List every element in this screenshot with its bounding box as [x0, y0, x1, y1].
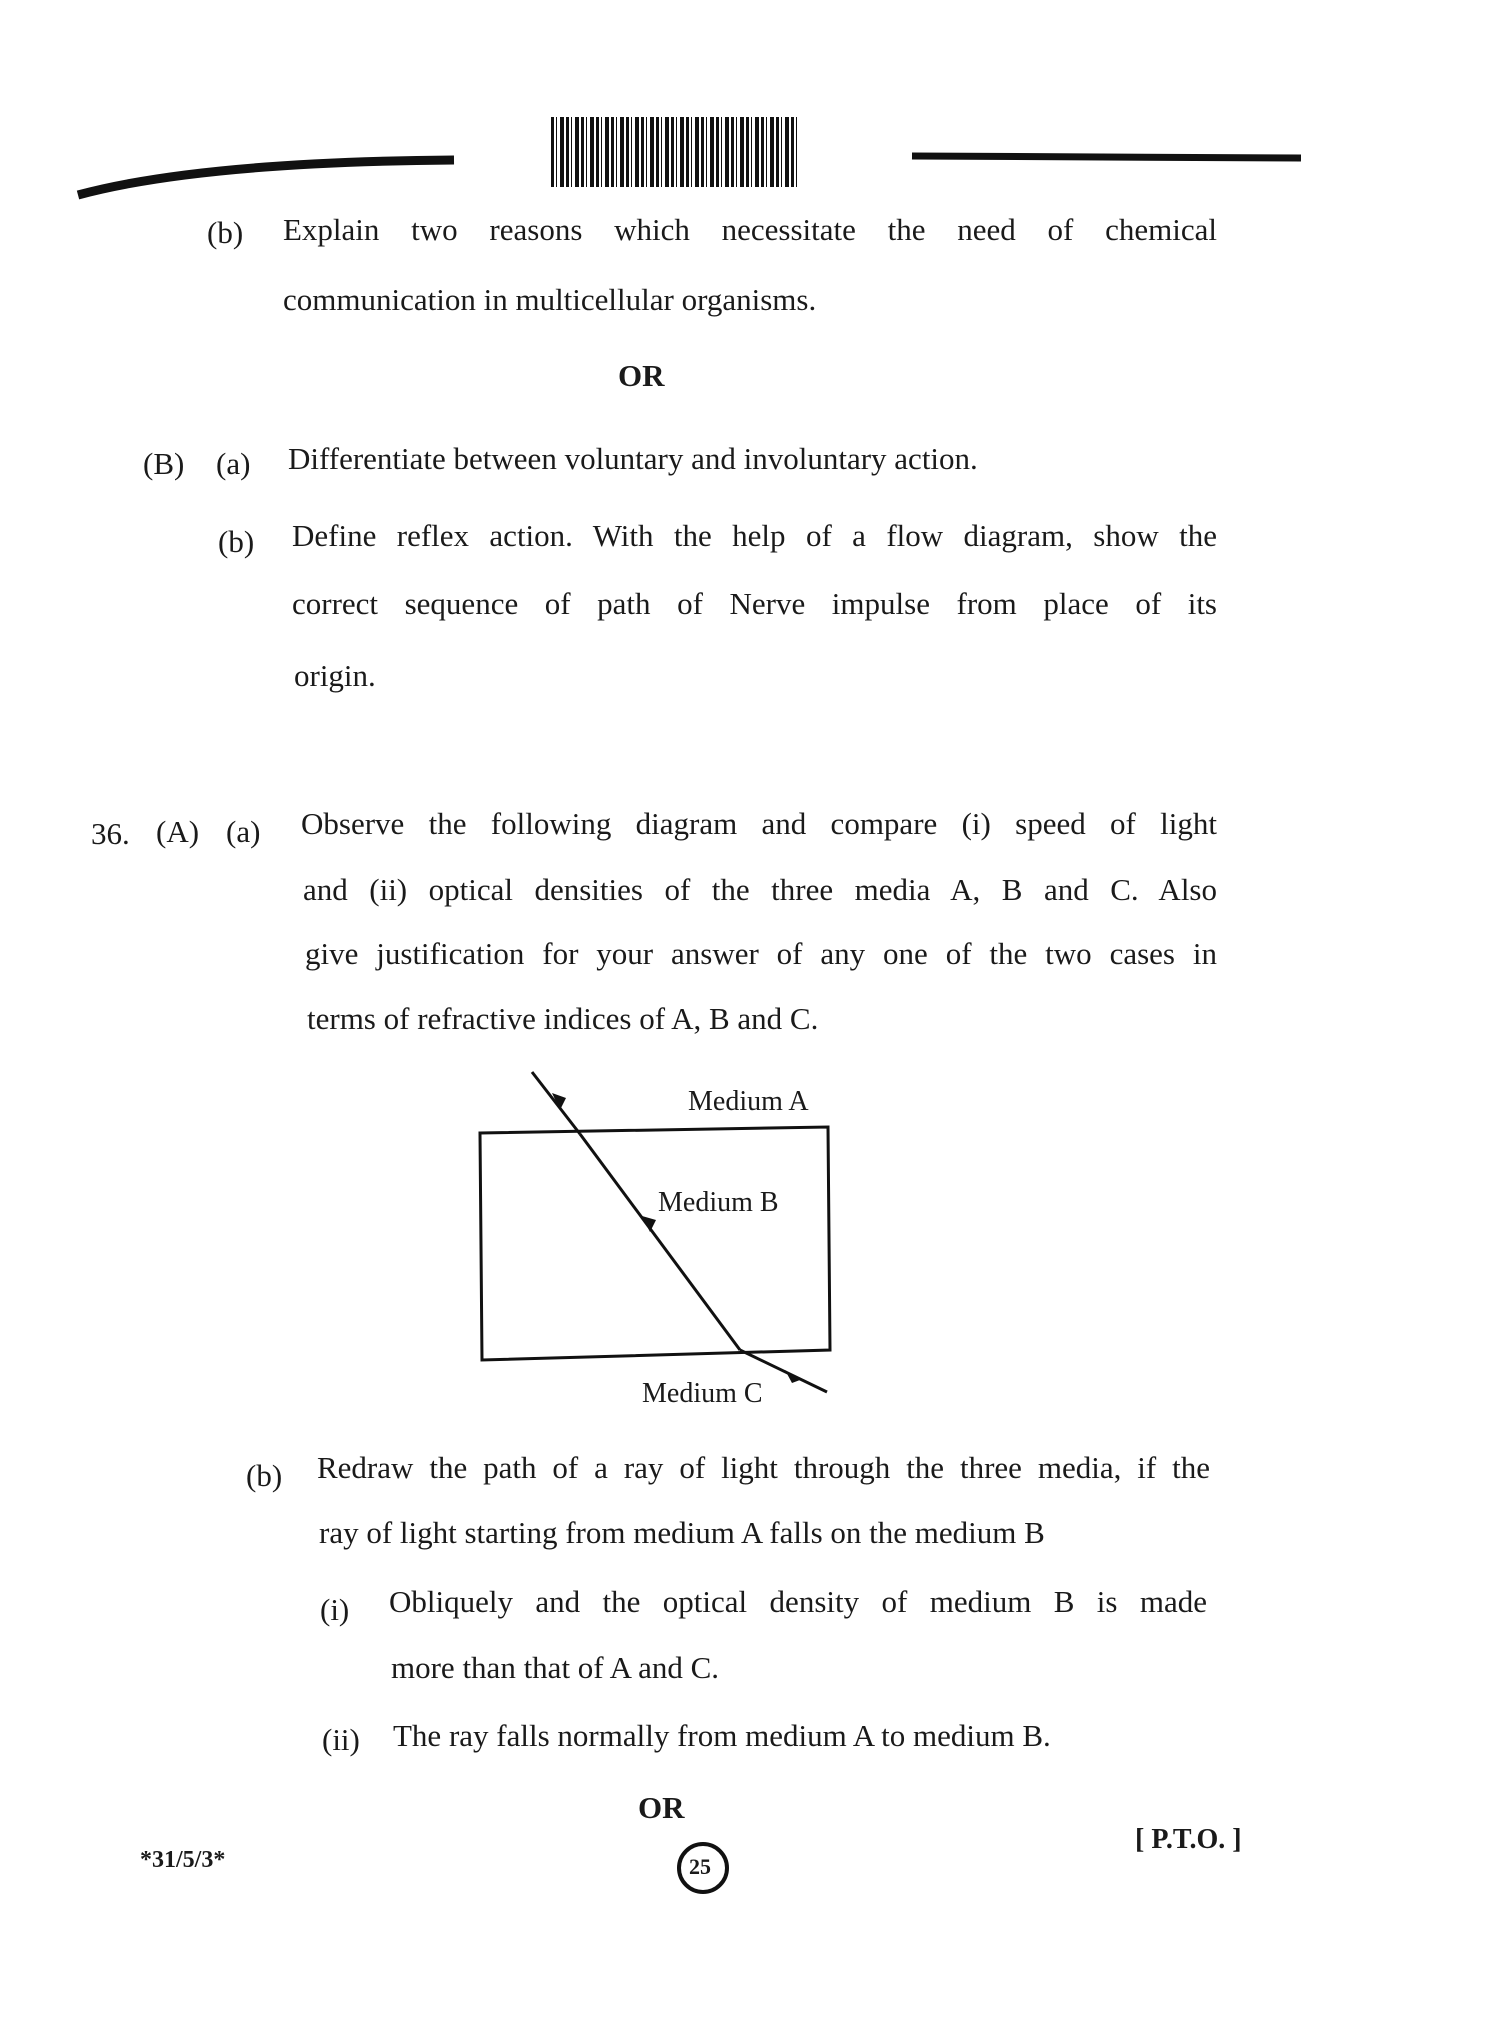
q36b-label: (b) [246, 1458, 283, 1493]
q36b-i-line: more than that of A and C. [391, 1650, 720, 1685]
q35-Bb-line: correct sequence of path of Nerve impulse from place of its [292, 586, 1217, 621]
q36b-ii-label: (ii) [322, 1722, 360, 1757]
q35-Bb-line: Define reflex action. With the help of a flow diagram, show the [292, 518, 1217, 553]
header-rule-left [78, 160, 454, 195]
q36b-line: ray of light starting from medium A falls on the medium B [319, 1515, 1045, 1550]
q36b-ii-text: The ray falls normally from medium A to medium B. [393, 1718, 1051, 1753]
q36a-line: give justification for your answer of any one of the two cases in [305, 936, 1217, 971]
q36-number: 36. [91, 816, 130, 851]
medium-c-label: Medium C [642, 1378, 763, 1409]
q35-Ba-text: Differentiate between voluntary and involuntary action. [288, 441, 978, 476]
q35-b-line: communication in multicellular organisms. [283, 282, 817, 317]
header-rule-right [912, 156, 1301, 158]
q35-Bb-label: (b) [218, 524, 255, 559]
medium-b-label: Medium B [658, 1187, 779, 1218]
q36a-line: and (ii) optical densities of the three media A, B and C. Also [303, 872, 1217, 907]
arrow-icon [642, 1216, 656, 1232]
q35-Bb-line: origin. [294, 658, 376, 693]
q36b-line: Redraw the path of a ray of light through the three media, if the [317, 1450, 1210, 1485]
medium-a-label: Medium A [688, 1086, 809, 1117]
refraction-diagram [480, 1072, 830, 1392]
q36-part: (A) [156, 814, 200, 849]
q35-b-label: (b) [207, 215, 244, 250]
or-divider: OR [618, 358, 665, 393]
q36b-i-label: (i) [320, 1592, 350, 1627]
medium-b-slab [480, 1127, 830, 1360]
pto-label: [ P.T.O. ] [1135, 1824, 1242, 1855]
q36a-label: (a) [226, 814, 261, 849]
refracted-ray [580, 1134, 740, 1350]
q36a-line: terms of refractive indices of A, B and C. [307, 1001, 819, 1036]
page-number: 25 [689, 1854, 711, 1879]
q36a-line: Observe the following diagram and compare (i) speed of light [301, 806, 1217, 841]
paper-code: *31/5/3* [140, 1847, 226, 1873]
or-divider: OR [638, 1790, 685, 1825]
incident-ray [532, 1072, 580, 1134]
q36b-i-line: Obliquely and the optical density of medium B is made [389, 1584, 1207, 1619]
q35-Ba-label: (a) [216, 446, 251, 481]
q35-b-line: Explain two reasons which necessitate the need of chemical [283, 212, 1217, 247]
q35-B-label: (B) [143, 446, 185, 481]
